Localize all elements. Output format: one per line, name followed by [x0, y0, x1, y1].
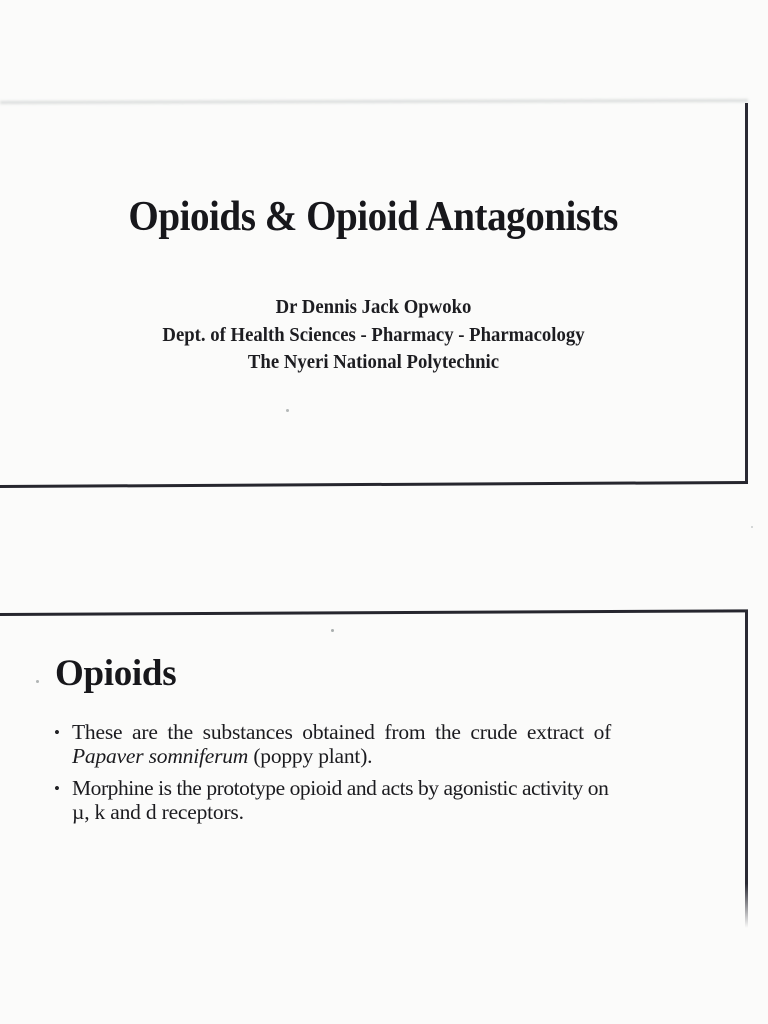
bullet-line-rest: (poppy plant).: [248, 744, 373, 768]
bullet-line: [72, 744, 732, 768]
bullet-line: Morphine is the prototype opioid and acts by agonistic activity on: [72, 776, 609, 800]
bullet-marker-icon: •: [54, 779, 60, 798]
author-department: Dept. of Health Sciences - Pharmacy - Pharmacology: [162, 324, 585, 346]
presentation-title: [0, 193, 747, 241]
scan-artifact-dot: [286, 409, 289, 412]
slide-heading: Opioids: [55, 653, 177, 694]
scan-artifact-dot: [331, 629, 334, 632]
content-slide: [0, 612, 747, 1024]
scan-artifact-dot: [751, 526, 753, 528]
bullet-line: These are the substances obtained from the crude extract of: [72, 720, 612, 744]
author-institution: The Nyeri National Polytechnic: [247, 352, 500, 373]
bullet-item: [42, 776, 732, 824]
bullet-line: µ, k and d receptors.: [72, 800, 244, 824]
author-name: Dr Dennis Jack Opwoko: [275, 297, 472, 318]
bullet-text: [72, 720, 732, 768]
bullet-text: [72, 776, 732, 824]
scan-artifact-dot: [36, 680, 39, 683]
presentation-title-text: Opioids & Opioid Antagonists: [128, 194, 619, 240]
bullet-item: [42, 720, 732, 768]
title-slide: [0, 103, 747, 483]
bullet-list: [42, 720, 732, 824]
author-block: [15, 294, 732, 377]
species-name-italic: Papaver somniferum: [72, 744, 249, 768]
bullet-marker-icon: •: [54, 723, 60, 742]
